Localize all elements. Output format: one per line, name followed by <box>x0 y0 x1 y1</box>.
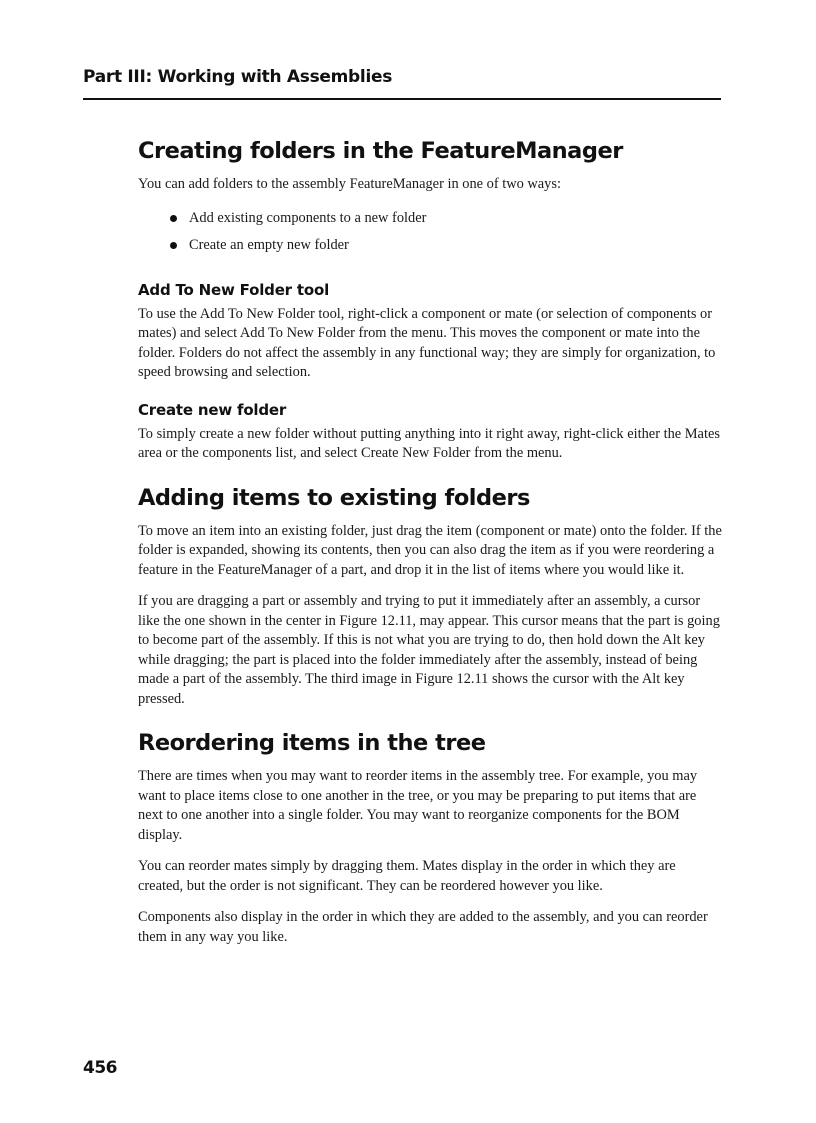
bullet-item <box>169 209 722 229</box>
running-head <box>83 66 721 100</box>
paragraph: To simply create a new folder without putting anything into it right away, right-click either the Mates area or the components list, and select Create New Folder from the menu. <box>138 425 720 461</box>
bullet-list <box>138 209 722 256</box>
section-title-reordering-items: Reordering items in the tree <box>138 730 486 756</box>
paragraph: To move an item into an existing folder, just drag the item (component or mate) onto the folder. If the folder is expanded, showing its contents, then you can also drag the item as if you were reordering a feature in the FeatureManager of a part, and drop it in the list of items where you would like it. <box>138 522 722 578</box>
paragraph: There are times when you may want to reorder items in the assembly tree. For example, you may want to place items close to one another in the tree, or you may be preparing to put items that are next to one another into a single folder. You may want to reorganize components for the BOM display. <box>138 768 698 843</box>
subsection-title-add-to-new-folder: Add To New Folder tool <box>138 280 330 299</box>
bullet-icon <box>170 242 177 249</box>
section-intro: You can add folders to the assembly FeatureManager in one of two ways: <box>138 176 561 192</box>
bullet-text: Add existing components to a new folder <box>189 209 427 226</box>
paragraph: Components also display in the order in which they are added to the assembly, and you can reorder them in any way you like. <box>138 909 708 945</box>
paragraph: You can reorder mates simply by dragging them. Mates display in the order in which they are created, but the order is not significant. They can be reordered however you like. <box>138 858 676 894</box>
section-title-creating-folders: Creating folders in the FeatureManager <box>138 138 623 164</box>
page-content <box>138 134 722 947</box>
paragraph: To use the Add To New Folder tool, right-click a component or mate (or selection of components or mates) and select Add To New Folder from the menu. This moves the component or mate into the folder. Folders do not affect the assembly in any functional way; they are simply for organization, to speed browsing and selection. <box>138 305 716 380</box>
bullet-text: Create an empty new folder <box>189 236 349 253</box>
paragraph: If you are dragging a part or assembly and trying to put it immediately after an assembly, a cursor like the one shown in the center in Figure 12.11, may appear. This cursor means that the part is going to become part of the assembly. If this is not what you are trying to do, then hold down the Alt key while dragging; the part is placed into the folder immediately after the assembly, instead of being made a part of the assembly. The third image in Figure 12.11 shows the cursor with the Alt key pressed. <box>138 593 720 707</box>
bullet-item <box>169 236 722 256</box>
section-title-adding-items: Adding items to existing folders <box>138 484 530 511</box>
subsection-title-create-new-folder: Create new folder <box>138 400 287 419</box>
page-number: 456 <box>83 1058 117 1078</box>
running-head-title: Part III: Working with Assemblies <box>83 67 393 87</box>
bullet-icon <box>170 215 177 222</box>
